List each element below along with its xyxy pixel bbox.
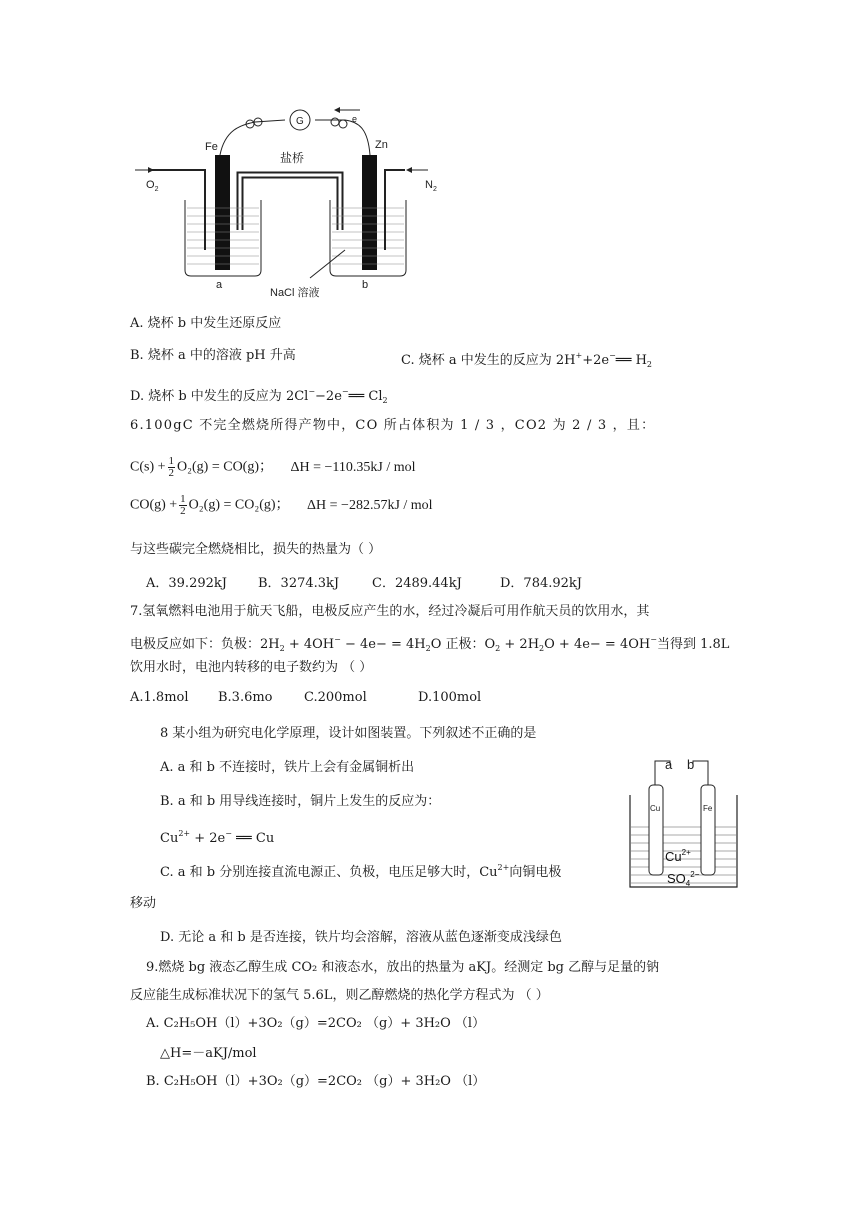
cu-fe-cell-figure [625, 755, 745, 890]
q6-equation-2: CO(g) + $\frac{1}{2}$ O₂(g) = CO₂(g)； ΔH = −282.57kJ / mol [130, 493, 433, 517]
beaker-a-label: a [216, 279, 223, 291]
q7-option-d: D.100mol [418, 690, 482, 705]
o2-tube [150, 170, 205, 250]
fe-electrode [701, 785, 715, 875]
q8-stem: 8 某小组为研究电化学原理，设计如图装置。下列叙述不正确的是 [160, 726, 537, 741]
n2-label: $N_2$ [425, 179, 437, 193]
q8-option-c: C. a 和 b 分别连接直流电源正、负极，电压足够大时，$Cu^{2+}$向铜电极 [160, 863, 562, 880]
salt-bridge-label: 盐桥 [280, 151, 305, 165]
q6-stem: 6.100gC 不完全燃烧所得产物中，CO 所占体积为 1 / 3 ，CO2 为 2 / 3 ，且： [130, 418, 656, 433]
zn-label: Zn [375, 139, 388, 151]
fe-label: Fe [205, 141, 218, 153]
ion-cu: $Cu^{2+}$ [665, 848, 691, 864]
fig-a-label: a [665, 757, 673, 772]
q6-option-c: C．2489.44kJ [372, 576, 462, 591]
galvanometer-label: G [296, 116, 304, 127]
q5-option-a: A. 烧杯 b 中发生还原反应 [130, 316, 282, 331]
svg-text:e: e [352, 114, 358, 124]
electrochem-cell-figure [130, 100, 437, 300]
q6-option-d: D．784.92kJ [500, 576, 582, 591]
q6-equation-1: C(s) + $\frac{1}{2}$ O₂(g) = CO(g)； ΔH = −110.35kJ / mol [130, 455, 416, 479]
cu-electrode [649, 785, 663, 875]
q9-option-b: B. C₂H₅OH（l）+3O₂（g）=2CO₂ （g）+ 3H₂O （l） [146, 1074, 486, 1089]
q7-option-c: C.200mol [304, 690, 367, 705]
q8-option-d: D. 无论 a 和 b 是否连接，铁片均会溶解，溶液从蓝色逐渐变成浅绿色 [160, 930, 562, 945]
salt-bridge [240, 175, 340, 230]
q8-option-a: A. a 和 b 不连接时，铁片上会有金属铜析出 [160, 760, 415, 775]
svg-text:Fe: Fe [703, 804, 713, 813]
ion-so4: $SO_4^{2-}$ [667, 870, 700, 888]
q8-option-b-equation: $Cu^{2+} + 2e^-$ ══ Cu [160, 829, 275, 846]
fe-electrode [215, 155, 230, 270]
o2-label: $O_2$ [146, 179, 159, 193]
q5-option-b: B. 烧杯 a 中的溶液 pH 升高 [130, 348, 296, 363]
q7-line-1: 7.氢氧燃料电池用于航天飞船，电极反应产生的水，经过冷凝后可用作航天员的饮用水，其 [130, 604, 650, 619]
q7-line-3: 饮用水时，电池内转移的电子数约为 （ ） [130, 660, 373, 675]
q8-option-b: B. a 和 b 用导线连接时，铜片上发生的反应为： [160, 794, 441, 809]
wire-left [220, 120, 285, 155]
q7-line-2: 电极反应如下：负极：$2H_2 + 4OH^- - 4e- = 4H_2O$ 正极：$O_2 + 2H_2O + 4e- = 4OH^-$当得到 1.8L [130, 635, 730, 653]
q5-option-c: C. 烧杯 a 中发生的反应为 2H++2e−══ $H_2$ [401, 351, 652, 369]
zn-electrode [362, 155, 377, 270]
fig-b-label: b [687, 757, 695, 772]
q7-option-b: B.3.6mo [218, 690, 273, 705]
beaker-b-label: b [362, 279, 369, 291]
wire-right [315, 120, 370, 155]
q5-option-d: D. 烧杯 b 中发生的反应为 2Cl−−2e−══ $Cl_2$ [130, 387, 388, 405]
q9-option-a: A. C₂H₅OH（l）+3O₂（g）=2CO₂ （g）+ 3H₂O （l） [146, 1016, 486, 1031]
svg-text:Cu: Cu [650, 804, 661, 813]
q9-option-a-dh: △H=－aKJ/mol [160, 1046, 257, 1061]
q8-option-c-cont: 移动 [130, 896, 157, 911]
q6-option-a: A．39.292kJ [146, 576, 227, 591]
q9-line-1: 9.燃烧 bg 液态乙醇生成 CO₂ 和液态水，放出的热量为 aKJ。经测定 bg 乙醇与足量的钠 [146, 960, 660, 975]
n2-tube [385, 170, 405, 250]
q9-line-2: 反应能生成标准状况下的氢气 5.6L，则乙醇燃烧的热化学方程式为 （ ） [130, 988, 549, 1003]
nacl-label: NaCl 溶液 [270, 287, 320, 299]
q7-option-a: A.1.8mol [130, 690, 189, 705]
q6-option-b: B．3274.3kJ [258, 576, 340, 591]
q6-question: 与这些碳完全燃烧相比，损失的热量为（ ） [130, 542, 382, 557]
